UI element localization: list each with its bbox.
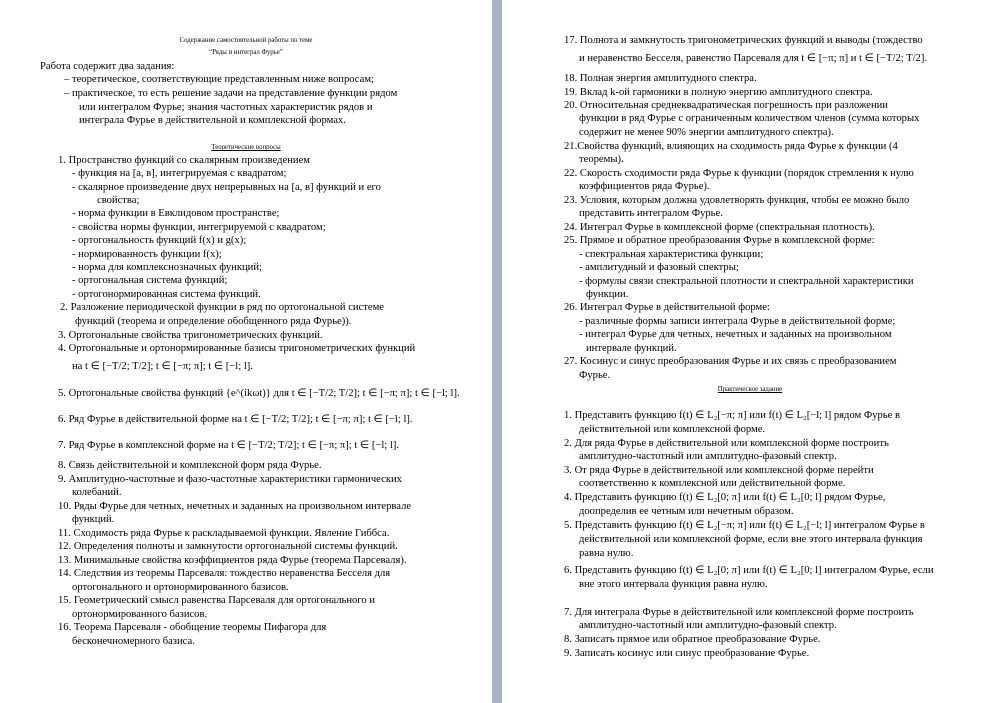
practice-line: 4. Представить функцию f(t) ∈ L₂[0; π] или f(t) ∈ L₂[0; l] рядом Фурье, [564, 492, 886, 503]
question-line: 17. Полнота и замкнутость тригонометрических функций и выводы (тождество [564, 35, 923, 46]
question-line: 19. Вклад k-ой гармоники в полную энергию амплитудного спектра. [564, 87, 873, 98]
task-item: – теоретическое, соответствующие представленным ниже вопросам; [64, 74, 374, 85]
practice-line: 9. Записать косинус или синус преобразование Фурье. [564, 648, 810, 659]
question-line: 22. Скорость сходимости ряда Фурье к функции (порядок стремления к нулю [564, 168, 914, 179]
doc-title: Содержание самостоятельной работы по теме [179, 37, 313, 44]
question-line: - формулы связи спектральной плотности и спектральной характеристики [579, 276, 914, 287]
question-line: - норма функции в Евклидовом пространстве; [72, 208, 280, 219]
practice-line: 5. Представить функцию f(t) ∈ L₂[−π; π] или f(t) ∈ L₂[−l; l] интегралом Фурье в [564, 520, 925, 531]
practice-heading: Практическое задание [717, 386, 783, 393]
practice-line: равна нулю. [579, 548, 634, 559]
question-line: 23. Условия, которым должна удовлетворять функция, чтобы ее можно было [564, 195, 910, 206]
question-line: 12. Определения полноты и замкнутости ортогональной системы функций. [58, 541, 398, 552]
question-line: - свойства нормы функции, интегрируемой с квадратом; [72, 222, 326, 233]
question-line: 24. Интеграл Фурье в комплексной форме (спектральная плотность). [564, 222, 875, 233]
practice-line: доопределив ее четным или нечетным образом. [579, 506, 794, 517]
question-line: 26. Интеграл Фурье в действительной форме: [564, 302, 770, 313]
question-line: - нормированность функции f(x); [72, 249, 222, 260]
question-line: 15. Геометрический смысл равенства Парсеваля для ортогонального и [58, 595, 375, 606]
question-line: - амплитудный и фазовый спектры; [579, 262, 739, 273]
practice-line: соответственно к комплексной или действительной форме. [579, 478, 846, 489]
practice-line: 2. Для ряда Фурье в действительной или комплексной форме построить [564, 438, 889, 449]
practice-line: 3. От ряда Фурье в действительной или комплексной форме перейти [564, 465, 874, 476]
intro-text: Работа содержит два задания: [40, 61, 175, 72]
question-line: и неравенство Бесселя, равенство Парсеваля для t ∈ [−π; π] и t ∈ [−T/2; T/2]. [579, 53, 928, 64]
question-line: колебаний. [72, 487, 122, 498]
question-line: 21.Свойства функций, влияющих на сходимость ряда Фурье к функции (4 [564, 141, 898, 152]
practice-line: амплитудно-частотный или амплитудно-фазовый спектр. [579, 620, 837, 631]
practice-line: 6. Представить функцию f(t) ∈ L₂[0; π] или f(t) ∈ L₂[0; l] интегралом Фурье, если [564, 565, 934, 576]
question-line: 18. Полная энергия амплитудного спектра. [564, 73, 757, 84]
question-line: 13. Минимальные свойства коэффициентов ряда Фурье (теорема Парсеваля). [58, 555, 407, 566]
question-line: 14. Следствия из теоремы Парсеваля: тождество неравенства Бесселя для [58, 568, 391, 579]
question-line: 5. Ортогональные свойства функций {e^(ikωt)} для t ∈ [−T/2; T/2]; t ∈ [−π; π]; t ∈ [−l; l]. [58, 388, 460, 399]
question-line: - ортогонормированная система функций. [72, 289, 261, 300]
practice-line: амплитудно-частотный или амплитудно-фазовый спектр. [579, 451, 837, 462]
practice-line: 1. Представить функцию f(t) ∈ L₂[−π; π] или f(t) ∈ L₂[−l; l] рядом Фурье в [564, 410, 901, 421]
question-line: функций (теорема и определение обобщенного ряда Фурье)). [75, 316, 352, 327]
question-line: функций. [72, 514, 115, 525]
question-line: 25. Прямое и обратное преобразования Фурье в комплексной форме: [564, 235, 875, 246]
question-line: на t ∈ [−T/2; T/2]; t ∈ [−π; π]; t ∈ [−l; l]. [72, 361, 253, 372]
question-line: 16. Теорема Парсеваля - обобщение теоремы Пифагора для [58, 622, 327, 633]
question-line: коэффициентов ряда Фурье). [579, 181, 710, 192]
question-line: содержит не менее 90% энергии амплитудного спектра). [579, 127, 834, 138]
question-line: - скалярное произведение двух непрерывных на [a, в] функций и его [72, 182, 381, 193]
page-gutter [492, 0, 502, 703]
page-right [502, 0, 998, 703]
question-line: 4. Ортогональные и ортонормированные базисы тригонометрических функций [58, 343, 416, 354]
practice-line: 7. Для интеграла Фурье в действительной или комплексной форме построить [564, 607, 914, 618]
question-line: 9. Амплитудно-частотные и фазо-частотные характеристики гармонических [58, 474, 402, 485]
practice-line: действительной или комплексной форме. [579, 424, 766, 435]
practice-line: вне этого интервала функция равна нулю. [579, 579, 768, 590]
theory-heading: Теоретические вопросы [211, 144, 281, 151]
question-line: 8. Связь действительной и комплексной форм ряда Фурье. [58, 460, 322, 471]
question-line: 6. Ряд Фурье в действительной форме на t ∈ [−T/2; T/2]; t ∈ [−π; π]; t ∈ [−l; l]. [58, 414, 413, 425]
question-line: 20. Относительная среднеквадратическая погрешность при разложении [564, 100, 888, 111]
question-line: свойства; [97, 195, 140, 206]
task-item: – практическое, то есть решение задачи на представление функции рядом [64, 88, 398, 99]
doc-subtitle: “Ряды и интеграл Фурье” [209, 49, 283, 56]
question-line: бесконечномерного базиса. [72, 636, 195, 647]
question-line: - спектральная характеристика функции; [579, 249, 764, 260]
question-line: представить интегралом Фурье. [579, 208, 723, 219]
question-line: Фурье. [579, 370, 611, 381]
question-line: - функция на [a, в], интегрируемая с квадратом; [72, 168, 287, 179]
question-line: - интеграл Фурье для четных, нечетных и заданных на произвольном [579, 329, 892, 340]
question-line: ортогонального и ортонормированного базисов. [72, 582, 289, 593]
question-line: 2. Разложение периодической функции в ряд по ортогональной системе [60, 302, 385, 313]
practice-line: действительной или комплексной форме, если вне этого интервала функция [579, 534, 923, 545]
question-line: 7. Ряд Фурье в комплексной форме на t ∈ [−T/2; T/2]; t ∈ [−π; π]; t ∈ [−l; l]. [58, 440, 400, 451]
page-left [0, 0, 492, 703]
question-line: функции в ряд Фурье с ограниченным количеством членов (сумма которых [579, 113, 920, 124]
question-line: - различные формы записи интеграла Фурье в действительной форме; [579, 316, 896, 327]
task-item: интеграла Фурье в действительной и комплексной формах. [79, 115, 346, 126]
practice-line: 8. Записать прямое или обратное преобразование Фурье. [564, 634, 821, 645]
question-line: ортонормированного базисов. [72, 609, 208, 620]
question-line: теоремы). [579, 154, 624, 165]
question-line: функции. [586, 289, 629, 300]
question-line: интервале функций. [586, 343, 677, 354]
question-line: - ортогональная система функций; [72, 275, 228, 286]
task-item: или интегралом Фурье; знания частотных характеристик рядов и [79, 102, 373, 113]
question-line: 10. Ряды Фурье для четных, нечетных и заданных на произвольном интервале [58, 501, 412, 512]
question-line: 1. Пространство функций со скалярным произведением [58, 155, 310, 166]
question-line: 3. Ортогональные свойства тригонометрических функций. [58, 330, 323, 341]
question-line: - норма для комплекснозначных функций; [72, 262, 262, 273]
question-line: - ортогональность функций f(x) и g(x); [72, 235, 247, 246]
question-line: 27. Косинус и синус преобразования Фурье и их связь с преобразованием [564, 356, 897, 367]
question-line: 11. Сходимость ряда Фурье к раскладываемой функции. Явление Гиббса. [58, 528, 390, 539]
